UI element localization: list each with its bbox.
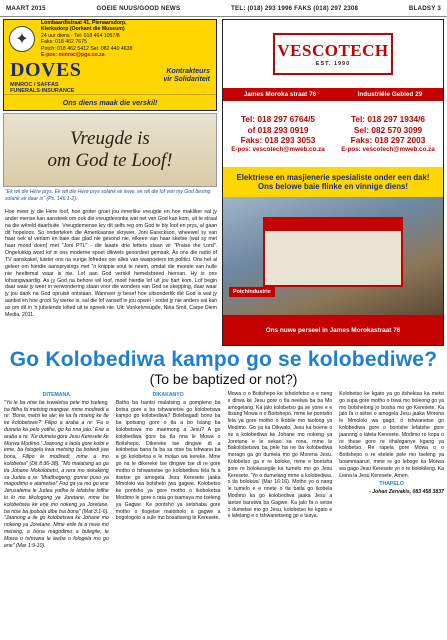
vescotech-footer: Ons nuwe perseel in James Morokastraat 76 [223,315,443,345]
dove-logo-icon: ✦ [9,26,35,52]
vescotech-email-left: E-pos: vescotech@mweb.co.za [231,146,325,154]
doves-tagline [163,68,210,83]
doves-brand: DOVES [10,58,82,81]
vescotech-address2: Industriële Gebied 29 [357,91,423,98]
column4-signature: - Johan Zervakis, 083 458 3837 [369,489,444,496]
vescotech-slogan [223,167,443,197]
intro-scripture-quote: "Ek wil die Here prys. Ek wil die Here prys solank ek lewe, ek wil die lof van my God besing solank ek daar is" (Ps. 146:1-2). [5,189,211,202]
doves-address-line2: Klerksdorp (Oorkant die Museum) [41,26,125,32]
vescotech-established: EST. 1990 [315,61,351,67]
header-publication: GOEIE NUUS/GOOD NEWS [96,4,181,12]
doves-advertisement[interactable] [3,19,217,111]
doves-fax: Faks: 018 462 7675 [41,39,87,45]
intro-article-body: Hoe meer jy die Here loof, hoe groter groei jou innerlike vreugde en hoe makliker sal jy ander mense kan aansteek om ook die vreugdevonke wat net van God kan kom, uit te straal na die wêreld daarbuite. Vreugdemense kry dit selfs reg om God te bly loof en prys, al gaan dit hopeloos. So onderteken die Amerikaanse skrywer, Joni Eareckson, wheewel sy van haar nek af verlam en baie dae glad nie gesond nie, elkeen van haar sketse (wat sy met haar mond doen) met "Joni PTL" - die laaste drie letters staan vir "Praise the Lord". Ongelukkig word lof in ons moderne spoet dikwels geoordeel gemsak. As ons die radio of TV aanskakel, luister ons na vurige lofredes oor alles van waspoeiers tot politici. Ons het al geleer om hierdie aansprysings met "n knippie sout te neem, omdat die meeste van hulle nie heeltemal waar is nie. Lof aan God verskil hemelsbreed hiervan. Hy is ons lofsangwaardig. As jy God na behore wil loof, moet hierdie lof uit jou hart kom. Lof begin daar waar jy weer in verwondering staan voor die wonders van God se skepping, daar waar jy jou dank na God opruisë ontstaan. Wanneer jy besef hoe uitsonderlik dié God is wat jy aanbid en hoe groot Sy werke is, sal die lof vanself in jou opwel - sodat jy nie anders sal kan as om dit in 'n jubelende lofied uit te spreek nie. Uit: Vonkelvreugde, Nina Smit, Carpe Diem Media, 2011. [5,209,217,318]
vescotech-brand: VESCOTECH [277,41,389,60]
doves-tag1: Kontrakteurs [166,68,210,76]
vescotech-logo-block [223,20,443,88]
header-page-number: BLADSY 3 [408,4,441,12]
column1-label: DITEMANA [42,392,70,398]
doves-email: E-pos: minroc@pgs.co.za [41,52,105,58]
vescotech-photo-sign: Potchindustrie [229,287,275,297]
column2-label: DIKAKANYO [152,392,184,398]
shopfront-sign-graphic [263,217,403,231]
doves-brand-sub2: FUNERALS·INSURANCE [10,87,75,94]
vescotech-address-bar [223,88,443,101]
doves-brand-sub: MINROC / SAFFAS [10,81,59,88]
vescotech-phone-right-1: Tel: 018 297 1934/6 [350,113,426,124]
vescotech-logo [273,33,393,75]
vescotech-building-photo [223,197,443,315]
column1-text: "Ya le ba ntse ba tsweletsa pele mo tseleng, ba fitlha fa metsing mangwe, mme modiredi a re: 'Bona, metsi ke ale; ke ka fa ntseng ke tle ke kolobetswe?' Filipo a araba a re: 'Fa o dumela ka pelo yotlhe, go ka nna jalo.' Ene a araba a re: 'Ke dumela gore Jesu Keresete ke Morwa Modimo.' Jaanong a laola gore koloi e eme, ba fologela kwa metsing ba bobedi jwa bona, Filipo le modiredi, mme a mo kolobetsa" (Dit 8:36-38). "Mo malatsing ao ga tla Johane Mokolobetsi, a rera mo sekakeng sa Judea a re: 'Ithatlhogeng; gonne puso ya magodimo e atametse!' Foo ga ya mo go ene Jerusalema le Judea yotlhe le lefatshe lotlhe lo lo mo tikologong ya Joretane, mme ba kolobetswa ke ene mo nokeng ya Joretane, ba ntse ba ipobola dibe tsa bona" (Mat 3:1-6). "Jaanong a ile go kolobetswa ke Johane mo nokeng ya Joretane. Mme erile fa a tswa mo metsing, a bona magodimo a bulegile, le Mowa o tshwana le leeba o fologela mo go ene" (Mar 1:9-10). [4,399,109,549]
column2-text: Batho ba bantsi malatsing a gompieno ba botsa gore a ba tshwanetse go kolobetswa kampo go kolobediwa? Bolebagadi bono ba ba ipotsang gore o tla a bo Isiang ba kolobetswa mo maemong a Jesu? A go kolobediwa gore ba tla nna le Mowa o Boitshepo. Dikereke tse dingwe di a kolobetsa bana fa ba sa ntse ba tshwana ba a go kolobetsa e le molao wa kereke. Mme go na le dikereke tse dingwe tse di re gore motho o tshwanetse go kolobediwa fela fa a itsetse go amogela Jesu Keresete jaaka Mmoloki wa botshelo jwa gagwe. Kolobetso ke pontsho ya gore motho o ikoboketsa Modimo le gore o rata go tsamaya mo tseleng ya Gagwe. Ke pontsho ya setshaba gore motho o tlogetse maitsholo a gagwe a bogologolo a sule mo bosaitseng le Keresete. [115,399,221,522]
vescotech-address1: James Moroka straat 76 [243,91,317,98]
doves-brand-row [4,58,216,94]
doves-tag2: vir Solidariteit [163,76,210,83]
article-headline [0,349,447,387]
column4-label: THAPELO [379,481,404,488]
page-header [0,0,447,17]
header-date: MAART 2015 [6,4,46,12]
header-contact: TEL: (018) 293 1996 FAKS (018) 297 2308 [231,4,359,12]
vescotech-contact-left [223,101,333,167]
doves-address-line1: Lombaardtstraat 41, Pienaarsdorp, [41,19,127,26]
doves-address [41,20,132,59]
headline-subtitle: (To be baptized or not?) [149,371,298,388]
article-columns [4,391,444,637]
vescotech-phone-left-1: Tel: 018 297 6764/5 [240,113,316,124]
vescotech-advertisement[interactable] [222,19,444,346]
vescotech-slogan2: Ons belowe baie flinke en vinnige diens! [258,182,408,191]
headline-main: Go Kolobediwa kampo go se kolobediwe? [9,348,438,371]
doves-footer-slogan: Ons diens maak die verskil! [4,94,216,110]
vescotech-slogan1: Elektriese en masjienerie spesialiste onder een dak! [236,172,430,182]
doves-potch-phone: Potch: 018 462 5412 Sel: 082 440 4638 [41,45,133,52]
hero-title-image [3,113,217,187]
column3-text: Mowa o o Boitshepo ke tsholofetso e e neng e dirwa ke Jesu gore o tla neelwa ba ba Mo amogelang. Ka jalo kolobetso ga se yone e e tlisang Mowa o o Boitshepo, mme ke pontsho fela ya gore motho o ikobile mo taolong ya Modimo. Go ya ka Dikwalo, Jesu ka boene o ne a kolobediwa ke Johane mo nokeng ya Joretane e le sekao sa rona, mme le Bakolobetswa ba pele ba ne ba kolobediwa morago ga go dumela mo go Morena Jesu. Kolobetso ga e re boloke, mme e bontsha gore re bolokesegile ka tumelo mo go Jesu Keresete. 'Yo o dumelang mme a kolobediwa, o tla bolokwa' (Mar 16:16). Motho yo o nang le tumelo e e nnete o tla batla go ikobela Modimo ka go kolobediwa jaaka Jesu a laetse barutwa ba Gagwe. Ka jalo fa o setse o dumetse mo go Jesu, kolobetso ke kgato e e latelang e o tshwanetseng go e tsaya. [227,391,333,520]
article-column-4 [339,391,444,637]
vescotech-email-right: E-pos: vescotech@mweb.co.za [341,146,435,154]
column4-text: Kolobetso ke kgato ya go itshekisa ka metsi go supa gore motho o tswa mo boleong go ya mo botshelong jo bosha mo go Keresete. Ka jalo fa o setse o amogela Jesu jaaka Morena le Mmoloki wa gago, o tshwanetse go kolobediwa gore o bontshe lefatshe gore jaanong o latela Keresete. Modimo re kopa o re thuse gore re ithaloganye kgang ya kolobetso. Re rapela gore Mowa o o Boitshepo o re etelele pele mo tseleng ya boammaaruri, mme re go leboge ka Morwa wa gago Jesu Keresete yo o re bolokileng. Ka Leina la Jesu Keresete, Amen. [339,391,444,479]
article-column-2 [116,391,221,637]
article-column-3 [228,391,333,637]
vescotech-contact-right [333,101,443,167]
hero-title-line2: om God te Loof! [47,150,173,171]
article-column-1 [4,391,109,637]
vescotech-contact-columns [223,101,443,167]
vescotech-phone-left-2: of 018 293 0919 [247,124,309,135]
doves-phone: 24 uur diens - Tel: 018 464 1057/8 [41,32,120,39]
hero-title-line1: Vreugde is [70,128,150,150]
doves-contact-block [4,20,216,58]
vescotech-phone-right-2: Sel: 082 570 3099 [353,124,423,135]
vescotech-fax-right: Faks: 018 297 2003 [350,135,426,146]
vescotech-fax-left: Faks: 018 293 3053 [240,135,316,146]
